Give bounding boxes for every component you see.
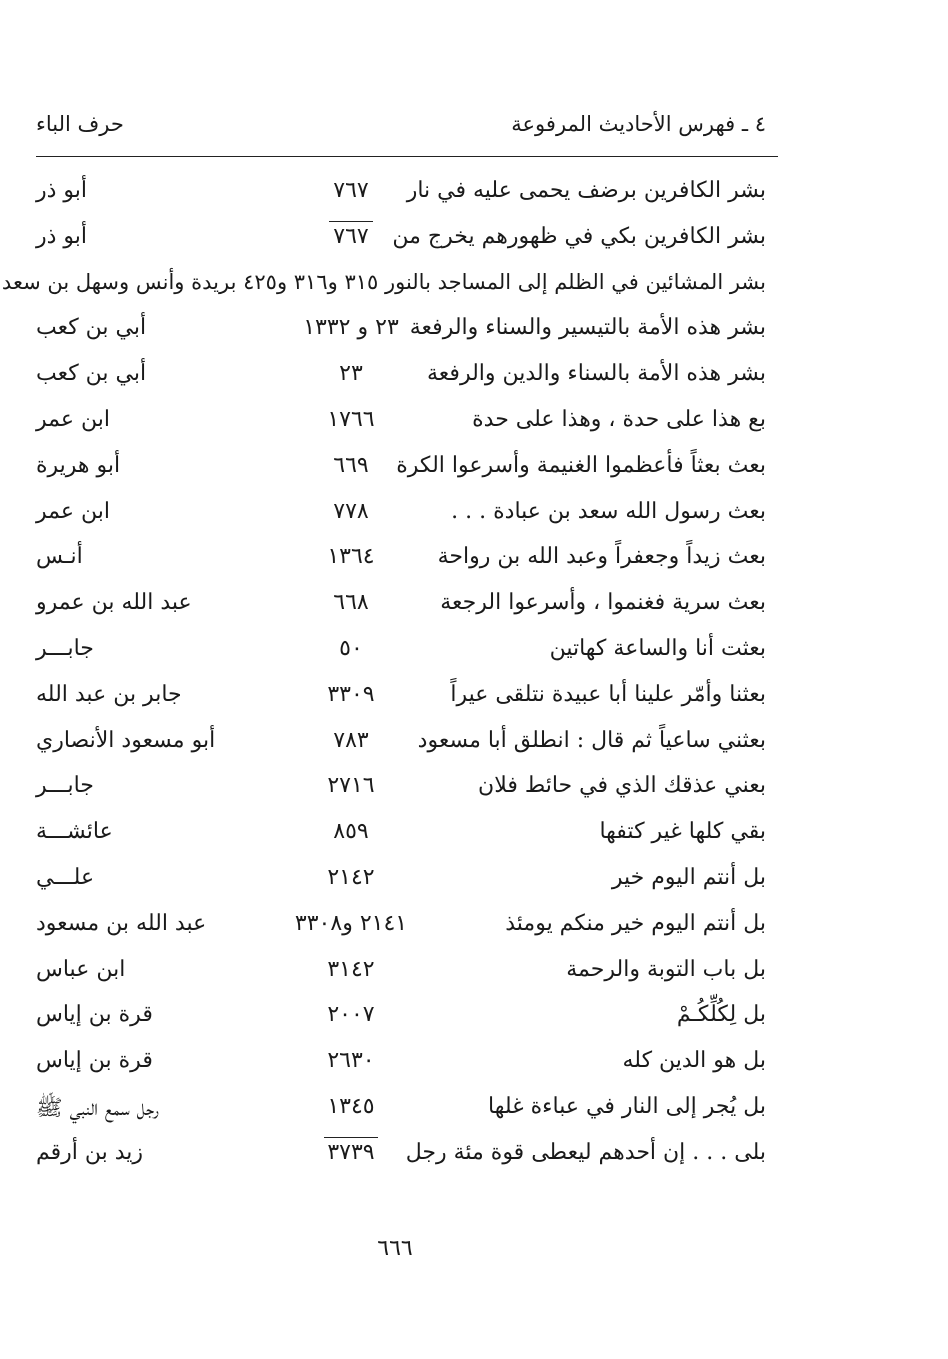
narrator: علـــي (36, 864, 95, 890)
narrator: أبي بن كعب (36, 315, 147, 341)
hadith-number: ٨٥٩ (333, 819, 369, 845)
narrator: أبو هريرة (36, 452, 121, 478)
list-item (36, 445, 778, 491)
hadith-number: ٢٧١٦ (327, 773, 375, 799)
hadith-text: بشر الكافرين بكي في ظهورهم يخرج من (392, 223, 766, 249)
list-item (36, 399, 778, 445)
hadith-number: ٢١٤٢ (327, 864, 375, 890)
list-item (1, 262, 778, 308)
list-item (36, 674, 778, 720)
narrator: عبد الله بن مسعود (36, 910, 207, 936)
list-item (36, 1086, 778, 1132)
hadith-number: ٧٦٧ (276, 224, 426, 249)
section-title: ٤ ـ فهرس الأحاديث المرفوعة (511, 112, 766, 136)
hadith-number: ٣٣٠٩ (327, 681, 375, 707)
hadith-text: بل لِكُلِّكُـمْ (676, 1002, 766, 1028)
hadith-number: ٣١٤٢ (327, 956, 375, 982)
list-item (36, 307, 778, 353)
list-item (36, 903, 778, 949)
chapter-title: حرف الباء (36, 112, 124, 136)
narrator: ابن عباس (36, 956, 126, 982)
page-header (36, 108, 778, 152)
narrator: رجل سمع النبي ﷺ (36, 1095, 159, 1121)
list-item (36, 1132, 778, 1178)
hadith-index-list (1, 170, 778, 1178)
narrator: أبي بن كعب (36, 361, 147, 387)
hadith-text: بل أنتم اليوم خير منكم يومئذ (505, 910, 766, 936)
hadith-number: ١٣٤٥ (327, 1093, 375, 1119)
hadith-text: بعث زيداً وجعفراً وعبد الله بن رواحة (437, 544, 766, 570)
hadith-number: ٢١٤١ و٣٣٠٨ (294, 910, 408, 936)
list-item (36, 170, 778, 216)
hadith-text: بقي كلها غير كتفها (599, 819, 766, 845)
list-item (36, 491, 778, 537)
narrator: عبد الله بن عمرو (36, 590, 192, 616)
hadith-text: بعثت أنا والساعة كهاتين (549, 635, 766, 661)
hadith-text: بلى . . . إن أحدهم ليعطى قوة مئة رجل (405, 1139, 766, 1165)
narrator: جابـــر (36, 635, 94, 661)
list-item (36, 811, 778, 857)
narrator: أبو ذر (36, 223, 88, 249)
hadith-text: بل أنتم اليوم خير (611, 864, 766, 890)
narrator: ابن عمر (36, 498, 110, 524)
hadith-number: ٦٦٨ (333, 590, 369, 616)
narrator: جابر بن عبد الله (36, 681, 182, 707)
hadith-text: بعثني ساعياً ثم قال : انطلق أبا مسعود (417, 727, 766, 753)
hadith-text: بعثنا وأمّر علينا أبا عبيدة نتلقى عيراً (450, 681, 766, 707)
narrator: زيد بن أرقم (36, 1139, 144, 1165)
list-item (36, 536, 778, 582)
page-number: ٦٦٦ (377, 1236, 413, 1261)
hadith-number: ٢٣ (339, 361, 363, 387)
list-item (36, 720, 778, 766)
hadith-number: ٧٧٨ (333, 498, 369, 524)
list-item (36, 765, 778, 811)
hadith-number: ٣٧٣٩ (276, 1140, 426, 1165)
narrator: أبو ذر (36, 178, 88, 203)
hadith-number: ٢٣ و ١٣٣٢ (303, 315, 399, 341)
hadith-number: ١٣٦٤ (327, 544, 375, 570)
hadith-text: بشر هذه الأمة بالتيسير والسناء والرفعة (409, 315, 766, 341)
hadith-text: بع هذا على حدة ، وهذا على حدة (472, 406, 766, 432)
list-item (36, 1040, 778, 1086)
hadith-number: ٢٦٣٠ (327, 1048, 375, 1074)
hadith-number: ٦٦٩ (333, 452, 369, 478)
hadith-number: ٧٨٣ (333, 727, 369, 753)
narrator: عائشـــة (36, 819, 113, 845)
hadith-text: بشر الكافرين برضف يحمى عليه في نار (406, 178, 766, 203)
narrator: قرة بن إياس (36, 1048, 153, 1074)
hadith-text: بل هو الدين كله (622, 1048, 766, 1074)
hadith-text: بعث رسول الله سعد بن عبادة . . . (451, 498, 766, 524)
list-item (36, 582, 778, 628)
list-item (36, 628, 778, 674)
hadith-text: بل يُجر إلى النار في عباءة غلها (488, 1093, 766, 1119)
narrator: ابن عمر (36, 406, 110, 432)
list-item (36, 949, 778, 995)
narrator: أنـس (36, 544, 83, 570)
hadith-number: ٧٦٧ (333, 178, 369, 203)
list-item (36, 216, 778, 262)
hadith-number: ٢٠٠٧ (327, 1002, 375, 1028)
list-item (36, 994, 778, 1040)
hadith-text: بل باب التوبة والرحمة (566, 956, 766, 982)
hadith-text: بشر هذه الأمة بالسناء والدين والرفعة (427, 361, 766, 387)
narrator: أبو مسعود الأنصاري (36, 727, 216, 753)
narrator: قرة بن إياس (36, 1002, 153, 1028)
hadith-text: بعث سرية فغنموا ، وأسرعوا الرجعة (440, 590, 766, 616)
narrator: جابـــر (36, 773, 94, 799)
hadith-text: بعني عذقك الذي في حائط فلان (478, 773, 766, 799)
hadith-number: ٥٠ (339, 635, 363, 661)
hadith-text: بشر المشائين في الظلم إلى المساجد بالنور ٣١٥ و٣١٦ و٤٢٥ بريدة وأنس وسهل بن سعد (1, 269, 766, 294)
list-item (36, 857, 778, 903)
hadith-number: ١٧٦٦ (327, 406, 375, 432)
hadith-text: بعث بعثاً فأعظموا الغنيمة وأسرعوا الكرة (396, 452, 766, 478)
list-item (36, 353, 778, 399)
header-divider (36, 156, 778, 157)
